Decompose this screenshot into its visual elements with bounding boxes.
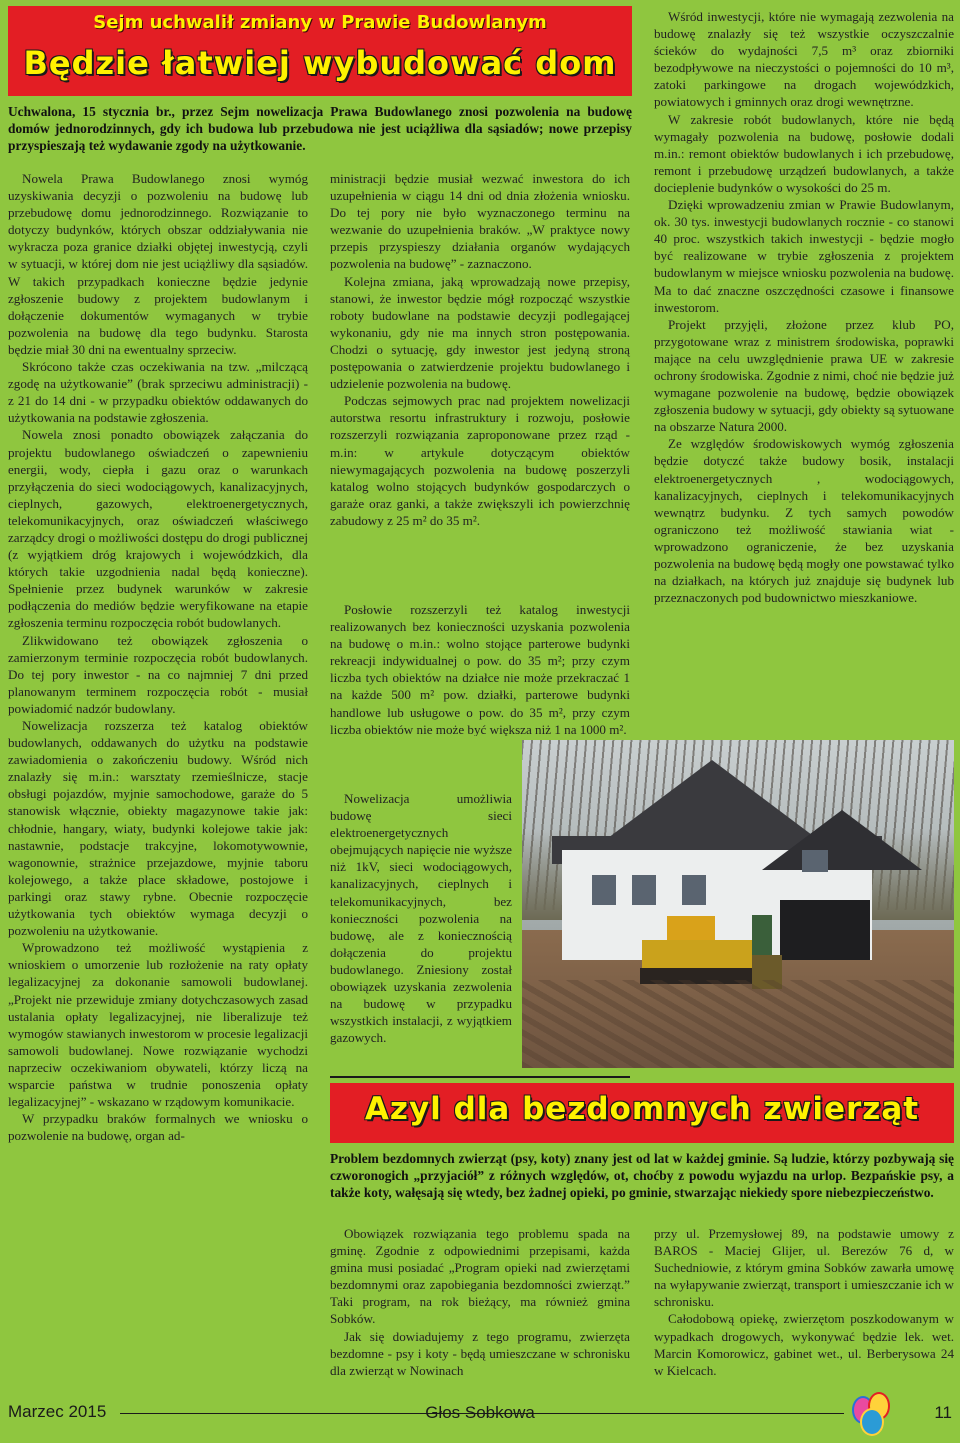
paragraph: Zlikwidowano też obowiązek zgłoszenia o zamierzonym terminie rozpoczęcia robót budowlanych. Do tej pory inwestor - na co najmniej 7 dni przed planowanym terminem rozpoczęcia robót - musiał powiadomić nadzór budowlany. xyxy=(8,632,308,716)
paragraph: Nowelizacja rozszerza też katalog obiektów budowlanych, oddawanych do użytku na podstawie zawiadomienia o zakończeniu budowy. Wśród nich znalazły się m.in.: warsztaty rzemieślnicze, stacje obsługi pojazdów, myjnie samochodowe, garaże do 5 stanowisk włącznie, obiekty magazynowe takie jak: chłodnie, hangary, wiaty, budynki kolejowe takie jak: nastawnie, podstacje trakcyjne, lokomotywownie, wagonownie, strażnice przejazdowe, myjnie taboru kolejowego, a także place składowe, postojowe i parkingi oraz stawy rybne. Obecnie rozpoczęcie użytkowania tych obiektów wymaga decyzji o pozwoleniu na użytkowanie. xyxy=(8,718,308,939)
paragraph: W zakresie robót budowlanych, które nie będą wymagały pozwolenia na budowę, posłowie dodali m.in.: remont obiektów budowlanych i ich przebudowę, remont i przebudowę urządzeń budowlanych, a także docieplenie budynków o wysokości do 25 m. xyxy=(654,111,954,195)
paragraph: W przypadku braków formalnych we wniosku o pozwolenie na budowę, organ ad- xyxy=(8,1111,308,1144)
article-lead: Uchwalona, 15 stycznia br., przez Sejm nowelizacja Prawa Budowlanego znosi pozwolenia na budowę domów jednorodzinnych, gdy ich budowa lub przebudowa nie jest uciążliwa dla sąsiadów; nowe przepisy przyspieszają też wydawanie zgody na użytkowanie. xyxy=(8,104,632,154)
paragraph: Podczas sejmowych prac nad projektem nowelizacji autorstwa resortu infrastruktury i rozwoju, posłowie rozszerzyli rozwiązania zaproponowane przez rząd - m.in: w artykule dotyczącym obiektów niewymagających pozwolenia na budowę poszerzyli katalog wolno stojących budynków gospodarczych o garaże oraz ganki, a także zwiększyli ich powierzchnię zabudowy z 25 m² do 35 m². xyxy=(330,393,630,528)
house-construction-photo xyxy=(522,740,954,1068)
article-column-1 xyxy=(330,1225,630,1379)
paragraph: Skrócono także czas oczekiwania na tzw. „milczącą zgodę na użytkowanie” (brak sprzeciwu administracji) - z 21 do 14 dni - w przypadku obiektów oddawanych do użytkowania na podstawie zgłoszenia. xyxy=(8,359,308,426)
article-column-2 xyxy=(654,1225,954,1379)
paragraph: ministracji będzie musiał wezwać inwestora do ich uzupełnienia w ciągu 14 dni od dnia złożenia wniosku. Do tej pory nie było wyznaczonego terminu na wezwanie do uzupełnienia braków. „W praktyce nowy przepis przyspieszy działania organów wydających pozwolenia na budowę” - zaznaczono. xyxy=(330,171,630,272)
article-column-1 xyxy=(8,170,308,1144)
paragraph: Kolejna zmiana, jaką wprowadzają nowe przepisy, stanowi, że inwestor będzie mógł rozpocząć wszystkie roboty budowlane na podstawie decyzji podlegającej wykonaniu, gdy nie ma innych stron postępowania. Chodzi o sytuację, gdy inwestor jest jedyną stroną postępowania o zatwierdzenie projektu budowlanego i udzielenie pozwolenia na budowę. xyxy=(330,273,630,392)
article-supertitle: Sejm uchwalił zmiany w Prawie Budowlanym xyxy=(93,12,547,33)
article-column-3 xyxy=(654,8,954,606)
footer-date: Marzec 2015 xyxy=(8,1402,107,1421)
article-header xyxy=(8,6,632,96)
paragraph: Nowelizacja umożliwia budowę sieci elektroenergetycznych obejmujących napięcie nie wyższe niż 1kV, sieci wodociągowych, kanalizacyjnych, cieplnych i telekomunikacyjnych, bez konieczności pozwolenia na budowę, ale z koniecznością dołączenia do projektu budowlanego. Zniesiony został obowiązek uzyskania zezwolenia na budowę w przypadku wszystkich instalacji, z wyjątkiem gazowych. xyxy=(330,791,512,1046)
paragraph: Nowela Prawa Budowlanego znosi wymóg uzyskiwania decyzji o pozwoleniu na budowę lub przebudowę domu jednorodzinnego. Rozwiązanie to dotyczy budynków, których obszar oddziaływania nie wykracza poza granice działki objętej inwestycją, czyli w sytuacji, w której dom nie jest uciążliwy dla sąsiadów. W takich przypadkach konieczne będzie jedynie zgłoszenie budowy z projektem budowlanym i dołączenie dokumentów wymaganych w trybie pozwolenia na budowę dla tego budynku. Starosta będzie miał 30 dni na ewentualny sprzeciw. xyxy=(8,171,308,357)
easter-eggs-icon xyxy=(852,1392,892,1434)
paragraph: Ze względów środowiskowych wymóg zgłoszenia będzie dotyczć także budowy bosik, instalacji elektroenergetycznych , wodociągowych, kanalizacyjnych, cieplnych i telekomunikacyjnych wewnątrz budynku. Z tych samych powodów ograniczono też możliwość stawiania wiat - wprowadzono ograniczenie, że bez uzyskania pozwolenia na budowę będą mogły one powstawać tylko na działkach, na których już znajduje się budynek lub przeznaczonych pod budownictwo mieszkaniowe. xyxy=(654,436,954,606)
footer-publication: Głos Sobkowa xyxy=(425,1403,535,1422)
article-column-2 xyxy=(330,170,630,529)
paragraph: przy ul. Przemysłowej 89, na podstawie umowy z BAROS - Maciej Glijer, ul. Berezów 76 d, w Suchedniowie, z którym gmina Sobków zawarła umowę na wyłapywanie zwierząt, transport i umieszczanie ich w schronisku. xyxy=(654,1226,954,1310)
article-column-2-middle xyxy=(330,601,630,736)
paragraph: Projekt przyjęli, złożone przez klub PO, przygotowane wraz z ministrem środowiska, poprawki mające na celu uwzględnienie prawa UE w zakresie ochrony środowiska. Zgodnie z nimi, choć nie będzie już wymagane pozwolenie na budowę, będzie obowiązek zgłoszenia budowy w sytuacji, gdy obiekty są sytuowane na obszarze Natura 2000. xyxy=(654,316,954,435)
paragraph: Jak się dowiadujemy z tego programu, zwierzęta bezdomne - psy i koty - będą umieszczane w schronisku dla zwierząt w Nowinach xyxy=(330,1328,630,1378)
paragraph: Obowiązek rozwiązania tego problemu spada na gminę. Zgodnie z odpowiednimi przepisami, każda gmina musi posiadać „Program opieki nad zwierzętami bezdomnymi oraz zapobiegania bezdomności zwierząt.” Taki program, na rok bieżący, ma również gmina Sobków. xyxy=(330,1226,630,1327)
paragraph: Całodobową opiekę, zwierzętom poszkodowanym w wypadkach drogowych, wykonywać będzie lek. wet. Marcin Komorowicz, gabinet wet., ul. Berberysowa 24 w Kielcach. xyxy=(654,1311,954,1378)
article-title: Będzie łatwiej wybudować dom xyxy=(23,44,617,82)
paragraph: Wśród inwestycji, które nie wymagają zezwolenia na budowę znalazły się też wszystkie oczyszczalnie ścieków do wydajności 7,5 m³ oraz zbiorniki bezodpływowe na nieczystości o pojemności do 10 m³, zatoki parkingowe na drogach wojewódzkich, powiatowych i gminnych oraz drogi wewnętrzne. xyxy=(654,9,954,110)
footer-page-number: 11 xyxy=(934,1403,952,1422)
paragraph: Wprowadzono też możliwość wystąpienia z wnioskiem o umorzenie lub rozłożenie na raty opłaty legalizacyjnej za dokonanie samowoli budowlanej. „Projekt nie przewiduje zmiany dotychczasowych zasad ustalania opłaty legalizacyjnej, nie liberalizuje też wymogów stawianych inwestorom w procesie legalizacji samowoli budowlanej. Nowe rozwiązanie wychodzi naprzeciw oczekiwaniom obywateli, którzy liczą na wsparcie państwa w trudnie ponoszenia opłaty legalizacyjnej” - wskazano w rządowym komunikacie. xyxy=(8,940,308,1110)
paragraph: Posłowie rozszerzyli też katalog inwestycji realizowanych bez konieczności uzyskania pozwolenia na budowę o m.in.: wolno stojące parterowe budynki rekreacji indywidualnej o pow. do 35 m²; przy czym liczba tych obiektów na działce nie może przekraczać 1 na każde 500 m² pow. działki, parterowe budynki handlowe lub usługowe o pow. do 35 m², przy czym liczba obiektów nie może być większa niż 1 na 1000 m². xyxy=(330,602,630,736)
paragraph: Nowela znosi ponadto obowiązek załączania do projektu budowlanego oświadczeń o zapewnieniu energii, wody, ciepła i gazu oraz o warunkach przyłączenia do sieci wodociągowych, kanalizacyjnych, cieplnych, gazowych, elektroenergetycznych, telekomunikacyjnych, oraz oświadczeń właściwego zarządcy drogi o możliwości dostępu do drogi publicznej (z wyjątkiem dróg krajowych i wojewódzkich, dla których takie uzgodnienia nadal będą konieczne). Spełnienie przez budynek warunków w zakresie podłączenia do mediów będzie weryfikowane na etapie zgłoszenia terminu rozpoczęcia robót budowlanych. xyxy=(8,427,308,631)
article-header xyxy=(330,1083,954,1143)
section-divider xyxy=(330,1076,630,1078)
paragraph: Dzięki wprowadzeniu zmian w Prawie Budowlanym, ok. 30 tys. inwestycji budowlanych rocznie - co stanowi 40 proc. wszystkich takich inwestycji - będzie mogło być realizowane w trybie zgłoszenia z projektem budowlanym w miejsce wniosku pozwolenia na budowę. Ma to dać znaczne oszczędności czasowe i finansowe inwestorom. xyxy=(654,197,954,315)
article-title: Azyl dla bezdomnych zwierząt xyxy=(364,1091,920,1127)
article-column-2-narrow xyxy=(330,790,512,1046)
article-lead: Problem bezdomnych zwierząt (psy, koty) znany jest od lat w każdej gminie. Są ludzie, którzy pozbywają się czworonogich „przyjaciół” z różnych względów, ot, choćby z powodu wyjazdu na urlop. Bezpańskie psy, a także koty, wałęsają się wtedy, bez żadnej opieki, po gminie, stwarzając niekiedy spore niebezpieczeństwo. xyxy=(330,1151,954,1201)
